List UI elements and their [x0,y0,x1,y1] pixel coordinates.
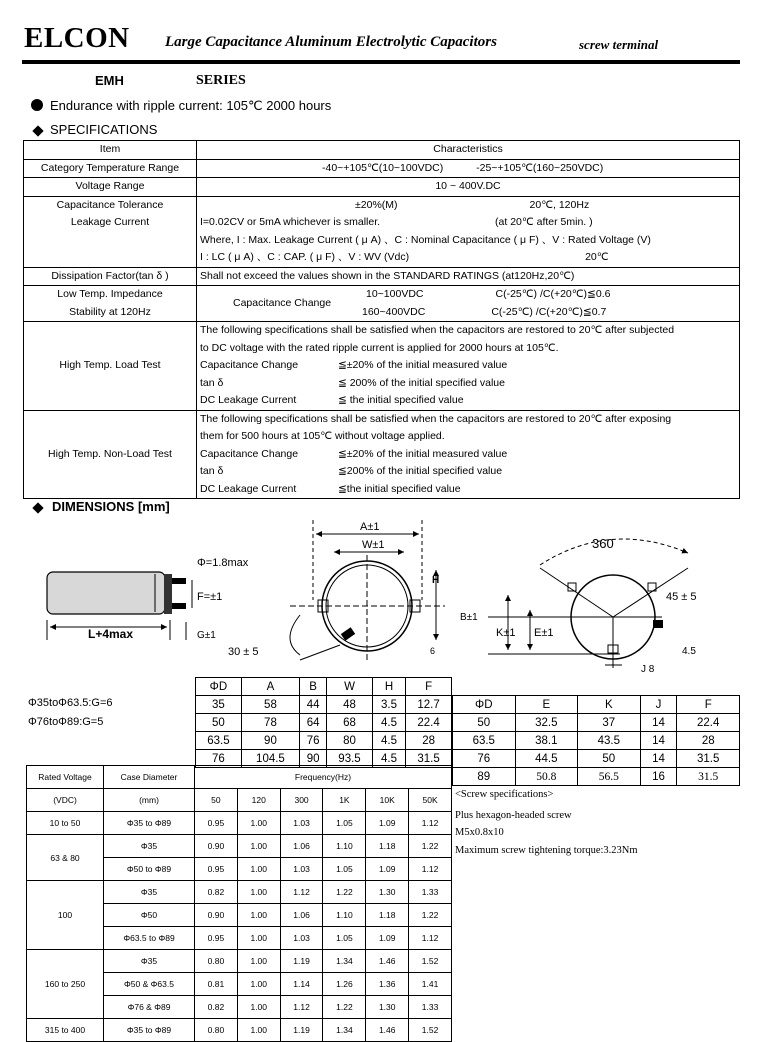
multiplier-cell: 1.33 [409,881,452,904]
table-header-cell: E [515,696,578,714]
table-cell: 28 [677,732,740,750]
leakage-label: Leakage Current [70,216,150,228]
nonload-dcl-label: DC Leakage Current [200,482,297,495]
table-header-cell: 50K [409,789,452,812]
table-header-cell: 10K [366,789,409,812]
table-cell: 31.5 [677,750,740,768]
multiplier-cell: 1.10 [323,835,366,858]
low-temp-r2: C(-25℃) /C(+20℃)≦0.7 [491,305,607,318]
table-row [196,732,452,750]
case-diameter-cell: Φ63.5 to Φ89 [104,927,195,950]
table-header-cell: W [327,678,373,696]
multiplier-cell: 1.34 [323,1019,366,1042]
leakage-units: I : LC ( μ A) 、C : CAP. ( μ F) 、V : WV (Vdc) [200,251,410,263]
table-cell [197,410,740,499]
table-cell: 22.4 [677,714,740,732]
multiplier-cell: 1.00 [237,927,280,950]
g-note: Φ76toΦ89:G=5 [28,716,104,728]
case-diameter-cell: Φ35 [104,881,195,904]
table-cell: 14 [640,732,677,750]
table-cell: 28 [406,732,452,750]
multiplier-cell: 1.00 [237,881,280,904]
multiplier-cell: 1.00 [237,858,280,881]
side-g-label: G±1 [197,630,216,641]
multiplier-cell: 1.22 [409,904,452,927]
header-rule [22,60,740,64]
table-cell: 37 [578,714,641,732]
table-header-cell: (mm) [104,789,195,812]
case-diameter-cell: Φ50 [104,904,195,927]
temp-range-a: -40~+105℃(10~100VDC) [322,161,444,174]
table-cell: 50 [578,750,641,768]
table-header-cell: 300 [280,789,323,812]
leakage-cond: (at 20℃ after 5min. ) [495,216,593,228]
top-a-label: A±1 [360,521,380,533]
table-cell: 35 [196,696,242,714]
terminal-view-drawing [488,539,688,668]
nonload-cap-label: Capacitance Change [200,447,299,460]
table-cell: Dissipation Factor(tan δ ) [24,267,197,286]
multiplier-cell: 1.00 [237,812,280,835]
cap-tolerance-label: Capacitance Tolerance [56,198,164,211]
low-temp-v1: 10~100VDC [366,288,424,300]
table-cell [197,322,740,411]
case-diameter-cell: Φ35 [104,950,195,973]
multiplier-cell: 1.46 [366,950,409,973]
case-diameter-cell: Φ35 to Φ89 [104,812,195,835]
table-header-cell: F [406,678,452,696]
table-row [27,789,452,812]
temp-range-b: -25~+105℃(160~250VDC) [476,161,604,174]
table-cell [24,286,197,322]
table-cell: Category Temperature Range [24,159,197,178]
load-tan-label: tan δ [200,376,224,389]
multiplier-cell: 1.00 [237,950,280,973]
multiplier-cell: 1.30 [366,881,409,904]
top-b-label: B±1 [460,612,478,623]
side-l-label: L+4max [88,627,134,641]
table-cell: 90 [300,750,327,768]
table-cell: High Temp. Load Test [24,322,197,411]
table-row [24,141,740,160]
table-cell [197,286,740,322]
multiplier-cell: 0.95 [195,858,238,881]
table-row [27,835,452,858]
multiplier-cell: 1.05 [323,812,366,835]
multiplier-cell: 1.14 [280,973,323,996]
table-row [27,812,452,835]
multiplier-cell: 1.18 [366,904,409,927]
table-row [453,768,740,786]
multiplier-cell: 1.06 [280,835,323,858]
table-row [453,732,740,750]
table-row [27,766,452,789]
table-header-cell: K [578,696,641,714]
side-phi-label: Φ=1.8max [197,557,249,569]
multiplier-cell: 1.22 [323,881,366,904]
multiplier-cell: 1.41 [409,973,452,996]
table-header-cell: 120 [237,789,280,812]
multiplier-cell: 0.82 [195,881,238,904]
load-cap-value: ≦±20% of the initial measured value [338,359,508,371]
document-subtitle: screw terminal [579,37,659,52]
nonload-test-line: The following specifications shall be satisfied when the capacitors are restored to 20℃ after exposing [200,412,672,425]
table-header-cell: ΦD [453,696,516,714]
nonload-test-line: them for 500 hours at 105℃ without voltage applied. [200,430,445,442]
multiplier-cell: 1.19 [280,1019,323,1042]
multiplier-cell: 1.12 [280,996,323,1019]
table-row [24,159,740,178]
table-cell: 89 [453,768,516,786]
table-row [24,286,740,322]
table-header-cell: F [677,696,740,714]
load-dcl-label: DC Leakage Current [200,394,297,406]
multiplier-cell: 1.18 [366,835,409,858]
table-cell: 63.5 [453,732,516,750]
table-cell: 14 [640,750,677,768]
table-row [196,678,452,696]
table-cell: 10 ~ 400V.DC [197,178,740,197]
multiplier-cell: 1.05 [323,927,366,950]
table-cell: 104.5 [241,750,299,768]
table-cell: 68 [327,714,373,732]
endurance-note: Endurance with ripple current: 105℃ 2000 hours [50,98,332,113]
nonload-dcl-value: ≦the initial specified value [338,482,461,495]
table-header-cell: 50 [195,789,238,812]
multiplier-cell: 1.36 [366,973,409,996]
table-header-cell: A [241,678,299,696]
multiplier-cell: 1.05 [323,858,366,881]
table-cell: 3.5 [372,696,405,714]
terminal-k-label: K±1 [496,627,516,639]
table-cell: 76 [300,732,327,750]
side-f-label: F=±1 [197,591,223,603]
table-row [24,196,740,267]
top-w-label: W±1 [362,539,385,551]
rotation-360-label: 360 [592,536,614,551]
low-temp-v2: 160~400VDC [362,305,426,318]
leakage-formula: I=0.02CV or 5mA whichever is smaller. [200,216,381,228]
top-h-label: H [432,575,440,586]
multiplier-cell: 1.00 [237,835,280,858]
case-diameter-cell: Φ50 & Φ63.5 [104,973,195,996]
screw-spec-line: Plus hexagon-headed screw [455,810,572,821]
table-row [453,714,740,732]
table-cell: Voltage Range [24,178,197,197]
leakage-where: Where, I : Max. Leakage Current ( μ A) 、C : Nominal Capacitance ( μ F) 、V : Rated Voltage (V) [200,233,651,246]
table-cell: 31.5 [677,768,740,786]
table-header-cell: 1K [323,789,366,812]
multiplier-cell: 1.03 [280,812,323,835]
table-row [24,178,740,197]
rated-voltage-cell: 63 & 80 [27,835,104,881]
document-title: Large Capacitance Aluminum Electrolytic Capacitors [165,34,497,50]
table-cell [197,196,740,267]
table-cell: 4.5 [372,750,405,768]
table-cell [197,159,740,178]
bullet-dot-icon [31,99,43,111]
table-row [453,696,740,714]
table-row [24,410,740,499]
multiplier-cell: 1.10 [323,904,366,927]
table-cell: 32.5 [515,714,578,732]
multiplier-cell: 0.80 [195,950,238,973]
table-cell: 48 [327,696,373,714]
multiplier-cell: 1.46 [366,1019,409,1042]
load-tan-value: ≦ 200% of the initial specified value [338,376,505,389]
table-cell: 80 [327,732,373,750]
multiplier-cell: 1.12 [409,858,452,881]
multiplier-cell: 1.22 [409,835,452,858]
rated-voltage-cell: 160 to 250 [27,950,104,1019]
table-row [27,950,452,973]
table-cell: 50 [453,714,516,732]
table-cell: High Temp. Non-Load Test [24,410,197,499]
nonload-tan-value: ≦200% of the initial specified value [338,465,503,477]
table-header-cell: Rated Voltage [27,766,104,789]
multiplier-cell: 1.09 [366,927,409,950]
specifications-table [23,140,740,499]
low-temp-r1: C(-25℃) /C(+20℃)≦0.6 [495,288,611,300]
nonload-tan-label: tan δ [200,465,224,477]
load-test-line: to DC voltage with the rated ripple current is applied for 2000 hours at 105℃. [200,341,559,354]
table-cell: 50.8 [515,768,578,786]
table-cell: 50 [196,714,242,732]
nonload-cap-value: ≦±20% of the initial measured value [338,447,508,460]
table-cell: 90 [241,732,299,750]
case-diameter-cell: Φ35 to Φ89 [104,1019,195,1042]
screw-spec-heading: <Screw specifications> [455,789,554,800]
dimension-drawings [0,510,768,680]
terminal-e-label: E±1 [534,627,554,639]
multiplier-cell: 0.90 [195,835,238,858]
table-row [196,696,452,714]
multiplier-cell: 0.90 [195,904,238,927]
multiplier-cell: 1.00 [237,973,280,996]
table-header-cell: Case Diameter [104,766,195,789]
multiplier-cell: 1.09 [366,858,409,881]
table-row [27,1019,452,1042]
case-diameter-cell: Φ50 to Φ89 [104,858,195,881]
multiplier-cell: 0.95 [195,927,238,950]
table-row [453,750,740,768]
screw-spec-line: M5x0.8x10 [455,827,504,838]
table-cell: 63.5 [196,732,242,750]
load-test-line: The following specifications shall be satisfied when the capacitors are restored to 20℃ after subjected [200,324,675,336]
multiplier-cell: 0.95 [195,812,238,835]
multiplier-cell: 1.12 [409,927,452,950]
table-cell: 14 [640,714,677,732]
multiplier-cell: 1.00 [237,904,280,927]
table-cell: 64 [300,714,327,732]
multiplier-cell: 1.22 [323,996,366,1019]
table-cell: 76 [196,750,242,768]
screw-spec-line: Maximum screw tightening torque:3.23Nm [455,845,638,856]
table-header-cell: H [372,678,405,696]
table-cell: 44 [300,696,327,714]
cap-tolerance-value: ±20%(M) [355,198,398,211]
dimension-table-b [452,695,740,786]
multiplier-cell: 1.34 [323,950,366,973]
table-header-cell: J [640,696,677,714]
multiplier-cell: 0.82 [195,996,238,1019]
brand-logo: ELCON [24,22,130,54]
series-code: EMH [95,73,124,88]
table-header-cell: Item [24,141,197,160]
table-cell: 31.5 [406,750,452,768]
multiplier-cell: 1.09 [366,812,409,835]
table-cell: 12.7 [406,696,452,714]
table-header-cell: ΦD [196,678,242,696]
low-temp-label-2: Stability at 120Hz [69,305,151,318]
terminal-j-label: J 8 [641,664,655,675]
low-temp-cap-change: Capacitance Change [233,297,332,309]
multiplier-cell: 1.00 [237,1019,280,1042]
table-cell: 4.5 [372,732,405,750]
table-cell: 58 [241,696,299,714]
case-diameter-cell: Φ35 [104,835,195,858]
table-header-cell: Frequency(Hz) [195,766,452,789]
table-cell: 44.5 [515,750,578,768]
table-header-cell: Characteristics [197,141,740,160]
table-cell: 22.4 [406,714,452,732]
diamond-icon [32,125,43,136]
table-row [27,881,452,904]
load-dcl-value: ≦ the initial specified value [338,394,464,406]
table-row [24,322,740,411]
table-row [196,714,452,732]
table-cell: 76 [453,750,516,768]
top-small-label: 6 [430,646,436,656]
table-header-cell: B [300,678,327,696]
multiplier-cell: 0.80 [195,1019,238,1042]
dimension-table-a [195,677,452,768]
multiplier-cell: 1.33 [409,996,452,1019]
table-row [24,267,740,286]
multiplier-cell: 1.06 [280,904,323,927]
dimensions-heading: DIMENSIONS [mm] [52,499,170,514]
table-cell: 78 [241,714,299,732]
multiplier-cell: 1.03 [280,858,323,881]
top-angle-label: 30 ± 5 [228,646,259,658]
table-cell: 38.1 [515,732,578,750]
multiplier-cell: 1.26 [323,973,366,996]
table-header-cell: (VDC) [27,789,104,812]
g-note: Φ35toΦ63.5:G=6 [28,697,113,709]
rated-voltage-cell: 315 to 400 [27,1019,104,1042]
table-cell: 4.5 [372,714,405,732]
cap-tolerance-cond: 20℃, 120Hz [529,198,590,211]
multiplier-cell: 1.30 [366,996,409,1019]
rated-voltage-cell: 10 to 50 [27,812,104,835]
multiplier-cell: 1.52 [409,950,452,973]
series-label: SERIES [196,73,246,88]
multiplier-cell: 1.12 [409,812,452,835]
multiplier-cell: 1.12 [280,881,323,904]
table-cell [24,196,197,267]
leakage-temp: 20℃ [585,251,609,263]
multiplier-cell: 1.03 [280,927,323,950]
table-cell: 16 [640,768,677,786]
frequency-table-body [27,812,452,1042]
multiplier-cell: 1.19 [280,950,323,973]
frequency-table [26,765,452,1042]
case-diameter-cell: Φ76 & Φ89 [104,996,195,1019]
table-cell: 93.5 [327,750,373,768]
terminal-45-label: 4.5 [682,646,696,657]
table-cell: Shall not exceed the values shown in the STANDARD RATINGS (at120Hz,20℃) [197,267,740,286]
multiplier-cell: 0.81 [195,973,238,996]
multiplier-cell: 1.00 [237,996,280,1019]
load-cap-label: Capacitance Change [200,359,299,371]
multiplier-cell: 1.52 [409,1019,452,1042]
table-cell: 56.5 [578,768,641,786]
specifications-heading: SPECIFICATIONS [50,122,158,137]
rated-voltage-cell: 100 [27,881,104,950]
rotation-45-label: 45 ± 5 [666,591,697,603]
table-cell: 43.5 [578,732,641,750]
low-temp-label: Low Temp. Impedance [57,288,163,300]
